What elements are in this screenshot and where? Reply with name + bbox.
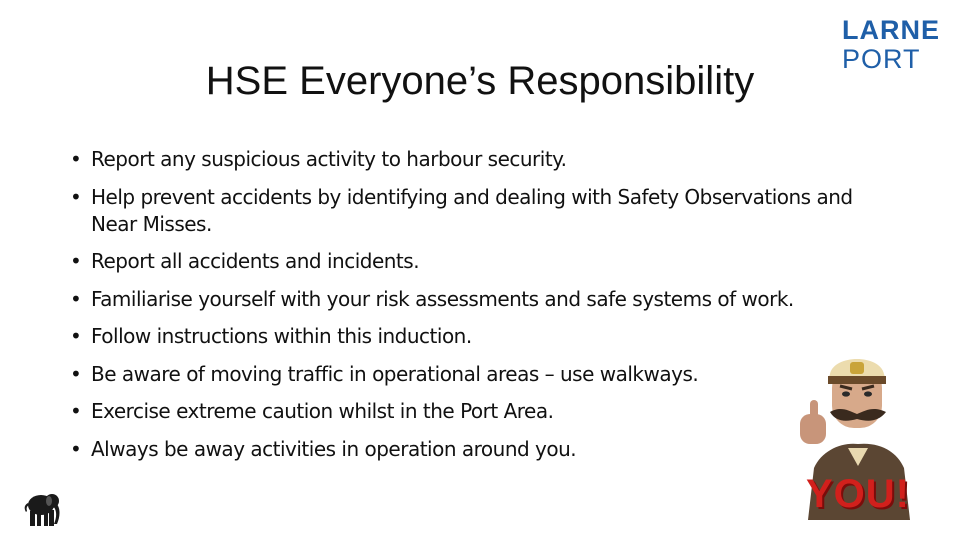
bullet-marker: • bbox=[70, 399, 82, 423]
bullet-text: Exercise extreme caution whilst in the Port Area. bbox=[91, 399, 554, 423]
bullet-marker: • bbox=[70, 436, 82, 461]
elephant-icon bbox=[20, 486, 64, 530]
bullet-text: Always be away activities in operation around you. bbox=[91, 436, 577, 461]
bullet-item bbox=[70, 323, 900, 350]
you-poster bbox=[796, 338, 920, 520]
slide-title: HSE Everyone’s Responsibility bbox=[205, 59, 755, 103]
bullet-marker: • bbox=[70, 286, 82, 311]
bullet-text: Report all accidents and incidents. bbox=[91, 249, 420, 273]
bullet-text: Follow instructions within this induction. bbox=[91, 324, 472, 348]
bullet-text: Help prevent accidents by identifying and dealing with Safety Observations and Near Misses. bbox=[91, 184, 853, 236]
logo-line-1: LARNE bbox=[842, 15, 940, 45]
bullet-marker: • bbox=[70, 324, 82, 348]
bullet-item bbox=[70, 398, 900, 425]
bullet-item bbox=[70, 286, 900, 313]
bullet-text: Report any suspicious activity to harbour security. bbox=[91, 147, 567, 171]
bullet-list bbox=[70, 146, 900, 473]
bullet-marker: • bbox=[70, 249, 82, 273]
bullet-item bbox=[70, 361, 900, 388]
bullet-marker: • bbox=[70, 147, 82, 171]
poster-caption: YOU! bbox=[806, 472, 910, 516]
logo-line-2: PORT bbox=[842, 44, 921, 74]
larne-port-logo bbox=[842, 16, 952, 74]
bullet-item bbox=[70, 248, 900, 275]
bullet-text: Familiarise yourself with your risk assessments and safe systems of work. bbox=[91, 286, 794, 311]
bullet-item bbox=[70, 184, 900, 238]
bullet-item bbox=[70, 146, 900, 173]
bullet-marker: • bbox=[70, 184, 82, 209]
bullet-text: Be aware of moving traffic in operational areas – use walkways. bbox=[91, 361, 699, 386]
bullet-marker: • bbox=[70, 361, 82, 386]
bullet-item bbox=[70, 436, 900, 463]
